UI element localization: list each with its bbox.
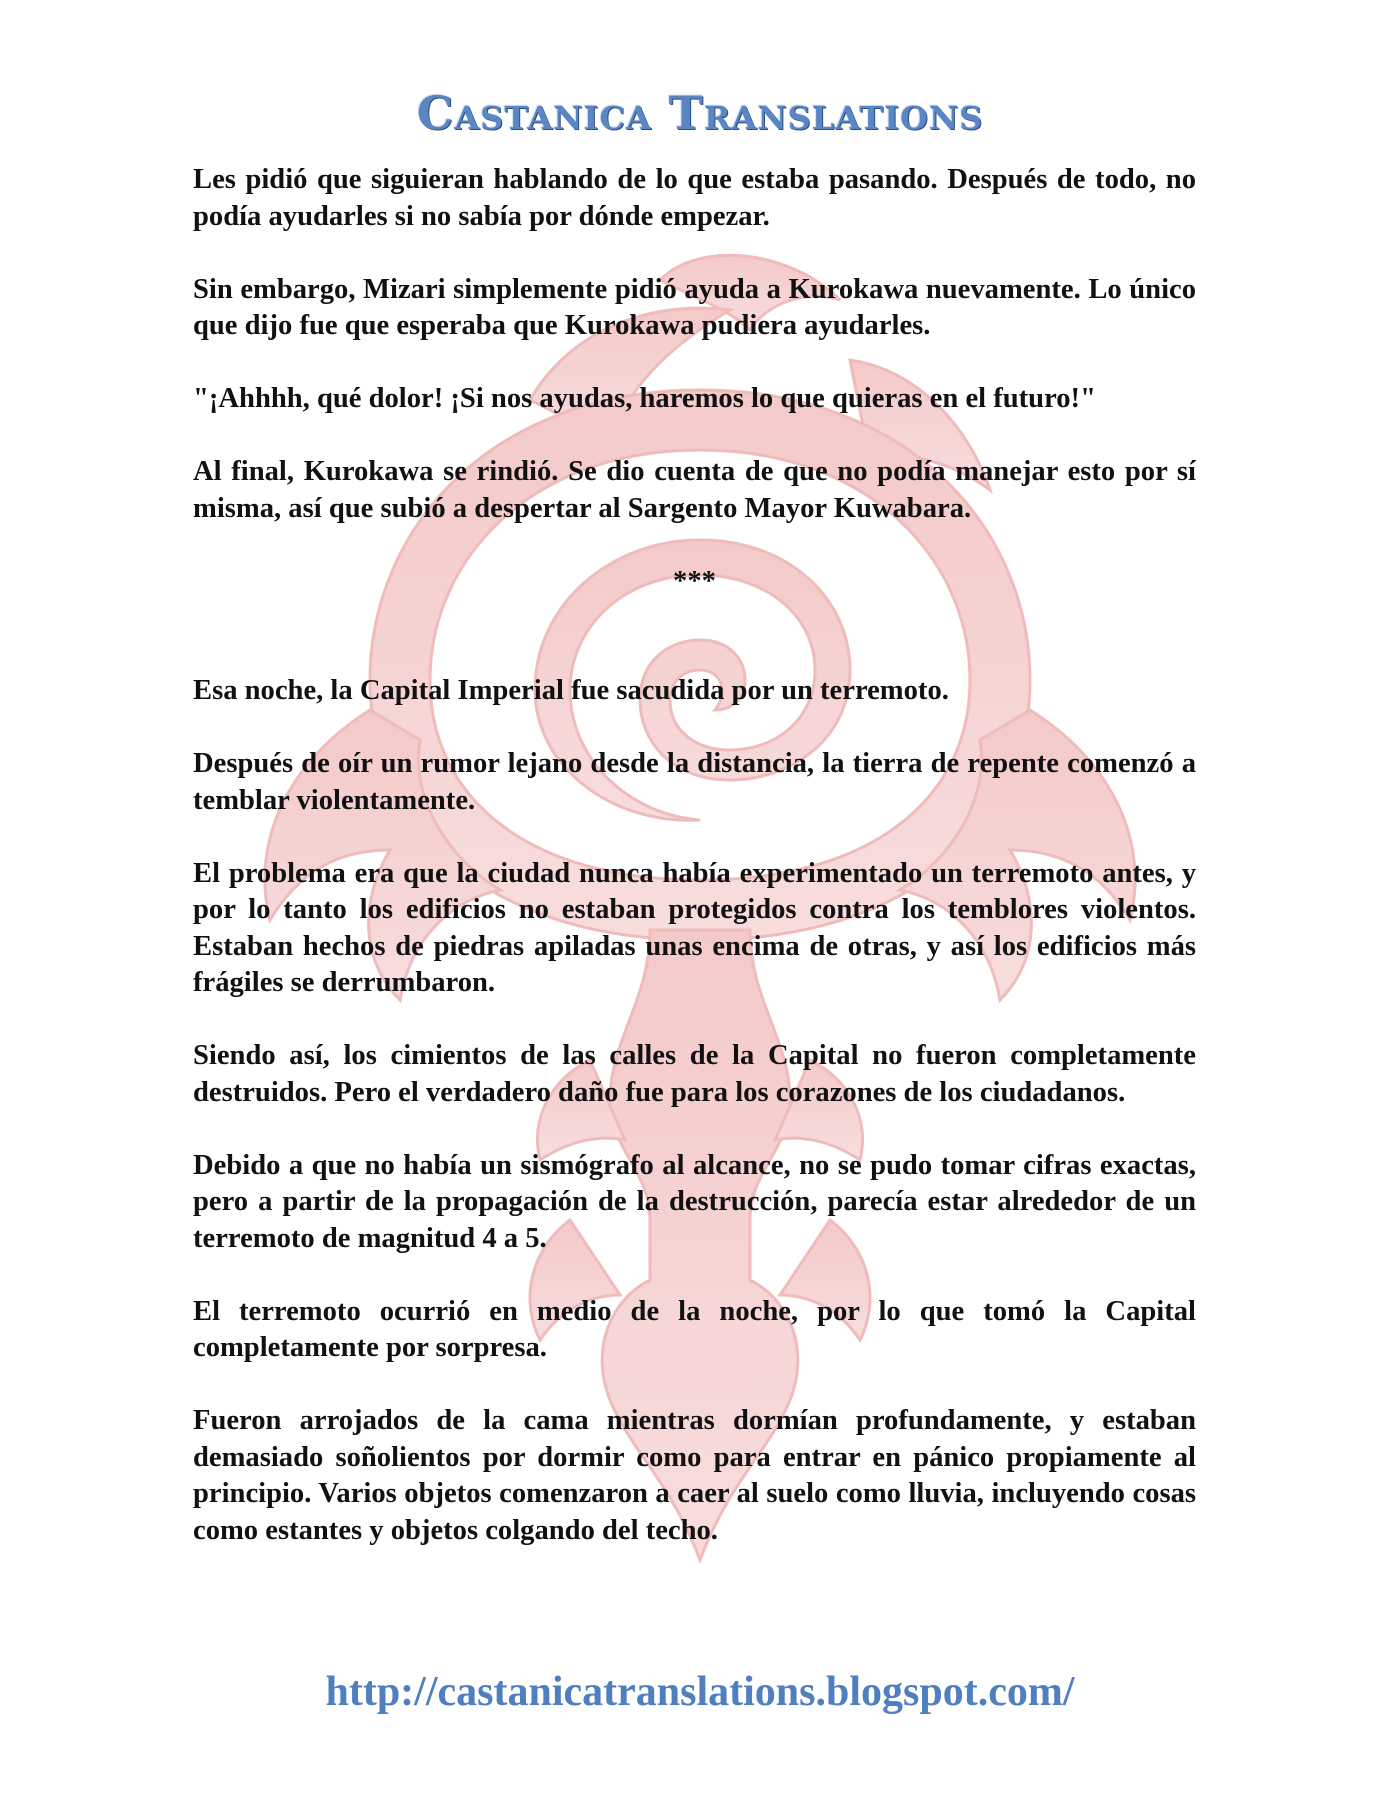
paragraph-1: Les pidió que siguieran hablando de lo que estaba pasando. Después de todo, no podía ayudarles si no sabía por dónde empezar. — [193, 164, 1196, 232]
paragraph-11: Fueron arrojados de la cama mientras dormían profundamente, y estaban demasiado soñolientos por dormir como para entrar en pánico propiamente al principio. Varios objetos comenzaron a caer al suelo como lluvia, incluyendo cosas como estantes y objetos colgando del techo. — [193, 1405, 1196, 1546]
paragraph-6: Después de oír un rumor lejano desde la distancia, la tierra de repente comenzó a temblar violentamente. — [193, 748, 1196, 816]
paragraph-7: El problema era que la ciudad nunca había experimentado un terremoto antes, y por lo tanto los edificios no estaban protegidos contra los temblores violentos. Estaban hechos de piedras apiladas unas encima de otras, y así los edificios más frágiles se derrumbaron. — [193, 857, 1196, 998]
paragraph-4: Al final, Kurokawa se rindió. Se dio cuenta de que no podía manejar esto por sí misma, así que subió a despertar al Sargento Mayor Kuwabara. — [193, 456, 1196, 524]
paragraph-5: Esa noche, la Capital Imperial fue sacudida por un terremoto. — [193, 675, 949, 706]
paragraph-9: Debido a que no había un sismógrafo al alcance, no se pudo tomar cifras exactas, pero a partir de la propagación de la destrucción, parecía estar alrededor de un terremoto de magnitud 4 a 5. — [193, 1149, 1196, 1254]
paragraph-2: Sin embargo, Mizari simplemente pidió ayuda a Kurokawa nuevamente. Lo único que dijo fue que esperaba que Kurokawa pudiera ayudarles. — [193, 273, 1196, 341]
paragraph-8: Siendo así, los cimientos de las calles de la Capital no fueron completamente destruidos. Pero el verdadero daño fue para los corazones de los ciudadanos. — [193, 1040, 1196, 1108]
document-body — [193, 162, 1196, 1586]
paragraph-10: El terremoto ocurrió en medio de la noche, por lo que tomó la Capital completamente por sorpresa. — [193, 1295, 1196, 1363]
paragraph-3: "¡Ahhhh, qué dolor! ¡Si nos ayudas, haremos lo que quieras en el futuro!" — [193, 383, 1096, 414]
blog-url-link[interactable]: http://castanicatranslations.blogspot.com/ — [325, 1669, 1075, 1715]
section-separator: *** — [673, 565, 716, 597]
site-header-title: Castanica Translations — [416, 86, 984, 140]
